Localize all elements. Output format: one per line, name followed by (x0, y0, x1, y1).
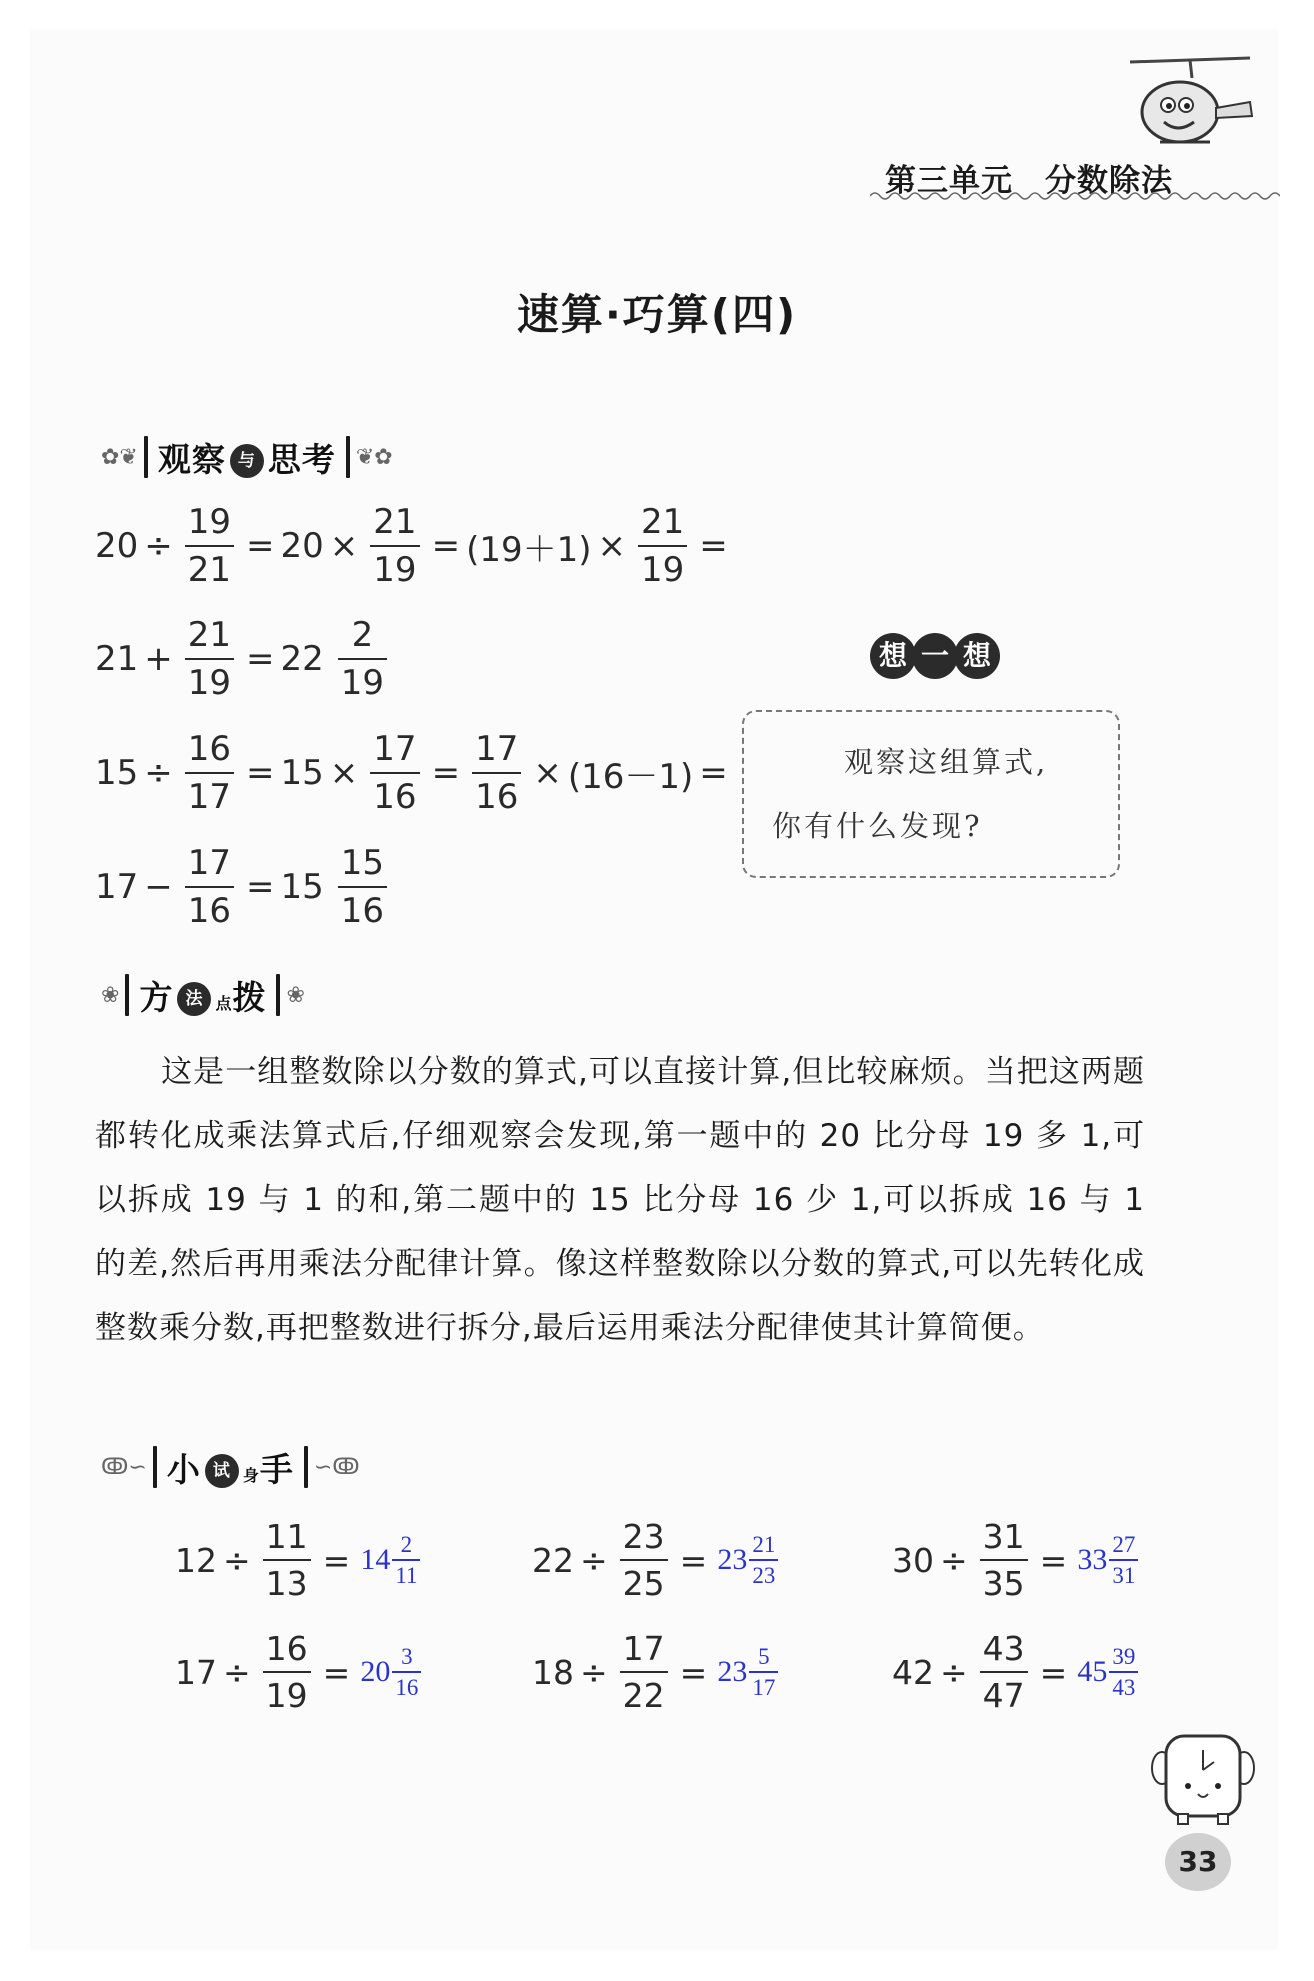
equation-line-3: 15 ÷ $\frac{16}{17}$ = 15 × $\frac{17}{16}$ = $\frac{17}{16}$ × (16－1) = (95, 729, 728, 817)
page-title: 速算·巧算(四) (516, 290, 798, 339)
method-paragraph: 这是一组整数除以分数的算式,可以直接计算,但比较麻烦。当把这两题都转化成乘法算式后,仔细观察会发现,第一题中的 20 比分母 19 多 1,可以拆成 19 与 1 的和,第二题中的 15 比分母 16 少 1,可以拆成 16 与 1 的差,然后再用乘法分配律计算。像这样整数除以分数的算式,可以先转化成整数乘分数,再把整数进行拆分,最后运用乘法分配律使其计算简便。 (95, 1054, 1145, 1346)
clock-mascot-icon (1148, 1728, 1258, 1828)
think-line-2: 你有什么发现? (772, 809, 983, 843)
fraction: $\frac{19}{21}$ (185, 505, 234, 587)
section-practice-header (95, 1440, 366, 1494)
fraction: $\frac{21}{19}$ (185, 618, 234, 700)
fraction: $\frac{17}{16}$ (370, 732, 419, 814)
section-method-header (95, 968, 311, 1022)
equation-line-4: 17 − $\frac{17}{16}$ = 15 $\frac{15}{16}$ (95, 846, 393, 928)
practice-problem: 30 ÷ $\frac{31}{35}$ = 33 $\frac{27}{31}$ (892, 1520, 1140, 1600)
think-box (742, 710, 1120, 878)
section-label: 小 (166, 1449, 201, 1489)
practice-problem: 18 ÷ $\frac{17}{22}$ = 23 $\frac{5}{17}$ (532, 1632, 780, 1712)
practice-problem: 12 ÷ $\frac{11}{13}$ = 14 $\frac{2}{11}$ (175, 1520, 422, 1600)
section-observe-think-header (95, 430, 399, 484)
swirl-ornament-icon: ↂ∽ (101, 1454, 147, 1480)
think-char: 想 (954, 633, 1000, 679)
fraction: $\frac{21}{19}$ (638, 505, 687, 587)
section-circle-char: 法 (177, 982, 211, 1016)
fraction: $\frac{16}{17}$ (185, 732, 234, 814)
section-label: 拨 (232, 977, 267, 1017)
section-label: 手 (259, 1449, 294, 1489)
section-circle-char: 试 (205, 1454, 239, 1488)
section-joiner: 与 (230, 444, 264, 478)
equation-line-2: 21 + $\frac{21}{19}$ = 22 $\frac{2}{19}$ (95, 618, 393, 700)
header-wavy-line (870, 190, 1280, 202)
section-small-char: 身 (242, 1465, 260, 1485)
handwritten-answer: 33 $\frac{27}{31}$ (1077, 1533, 1140, 1587)
section-label: 观察 (157, 439, 226, 479)
practice-problem: 17 ÷ $\frac{16}{19}$ = 20 $\frac{3}{16}$ (175, 1632, 423, 1712)
handwritten-answer: 23 $\frac{5}{17}$ (717, 1645, 780, 1699)
fraction: $\frac{21}{19}$ (370, 505, 419, 587)
leaf-ornament-icon: ❦✿ (355, 444, 393, 470)
think-char: 一 (912, 633, 958, 679)
flower-ornament-icon: ❀ (286, 982, 305, 1008)
practice-problem: 22 ÷ $\frac{23}{25}$ = 23 $\frac{21}{23}$ (532, 1520, 780, 1600)
section-label: 方 (139, 977, 174, 1017)
handwritten-answer: 20 $\frac{3}{16}$ (360, 1645, 423, 1699)
fraction: $\frac{2}{19}$ (338, 618, 387, 700)
swirl-ornament-icon: ∽ↂ (313, 1454, 360, 1480)
think-char: 想 (870, 633, 916, 679)
fraction: $\frac{17}{16}$ (472, 732, 521, 814)
page-number: 33 (1165, 1833, 1231, 1891)
handwritten-answer: 23 $\frac{21}{23}$ (717, 1533, 780, 1587)
section-small-char: 点 (215, 993, 233, 1013)
think-line-1: 观察这组算式, (844, 745, 1049, 779)
fraction: $\frac{17}{16}$ (185, 846, 234, 928)
handwritten-answer: 14 $\frac{2}{11}$ (360, 1533, 422, 1587)
helicopter-mascot-icon (1100, 50, 1260, 155)
section-label: 思考 (267, 439, 336, 479)
fraction: $\frac{15}{16}$ (338, 846, 387, 928)
unit-title: 第三单元 分数除法 (885, 163, 1173, 199)
think-header (870, 633, 996, 679)
practice-problem: 42 ÷ $\frac{43}{47}$ = 45 $\frac{39}{43}$ (892, 1632, 1140, 1712)
flower-ornament-icon: ❀ (101, 982, 120, 1008)
handwritten-answer: 45 $\frac{39}{43}$ (1077, 1645, 1140, 1699)
equation-line-1: 20 ÷ $\frac{19}{21}$ = 20 × $\frac{21}{19}$ = (19＋1) × $\frac{21}{19}$ = (95, 502, 728, 590)
leaf-ornament-icon: ✿❦ (101, 444, 138, 470)
